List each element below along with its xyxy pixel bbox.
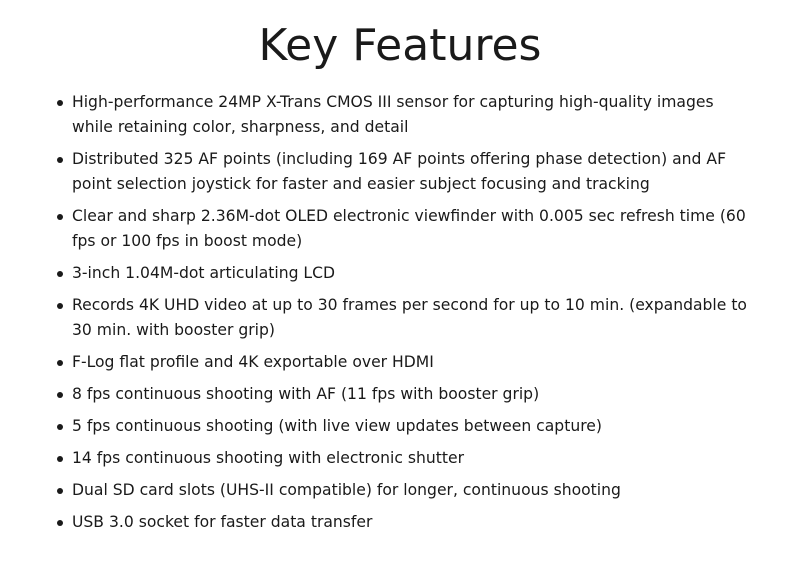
bullet-icon <box>57 271 63 277</box>
feature-item <box>72 90 752 140</box>
feature-item <box>72 414 752 439</box>
feature-text: USB 3.0 socket for faster data transfer <box>72 513 373 531</box>
bullet-icon <box>57 360 63 366</box>
feature-text: Records 4K UHD video at up to 30 frames per second for up to 10 min. (expandable to 30 min. with booster grip) <box>72 296 747 339</box>
bullet-icon <box>57 214 63 220</box>
feature-text: 3-inch 1.04M-dot articulating LCD <box>72 264 336 282</box>
feature-item <box>72 382 752 407</box>
page-title: Key Features <box>258 20 542 71</box>
feature-item <box>72 293 752 343</box>
feature-item <box>72 510 752 535</box>
feature-text: Dual SD card slots (UHS-II compatible) for longer, continuous shooting <box>72 481 621 499</box>
feature-item <box>72 147 752 197</box>
bullet-icon <box>57 456 63 462</box>
feature-item <box>72 261 752 286</box>
feature-text: 14 fps continuous shooting with electronic shutter <box>72 449 464 467</box>
feature-text: 5 fps continuous shooting (with live view updates between capture) <box>72 417 602 435</box>
bullet-icon <box>57 100 63 106</box>
bullet-icon <box>57 424 63 430</box>
feature-text: 8 fps continuous shooting with AF (11 fps with booster grip) <box>72 385 540 403</box>
feature-item <box>72 350 752 375</box>
feature-list <box>0 90 752 535</box>
bullet-icon <box>57 157 63 163</box>
feature-item <box>72 446 752 471</box>
bullet-icon <box>57 392 63 398</box>
feature-text: F-Log flat profile and 4K exportable over HDMI <box>72 353 434 371</box>
feature-item <box>72 204 752 254</box>
feature-text: Distributed 325 AF points (including 169 AF points offering phase detection) and AF point selection joystick for faster and easier subject focusing and tracking <box>72 150 727 193</box>
feature-text: High-performance 24MP X-Trans CMOS III sensor for capturing high-quality images while retaining color, sharpness, and detail <box>72 93 714 136</box>
feature-text: Clear and sharp 2.36M-dot OLED electronic viewfinder with 0.005 sec refresh time (60 fps or 100 fps in boost mode) <box>72 207 746 250</box>
bullet-icon <box>57 520 63 526</box>
feature-item <box>72 478 752 503</box>
bullet-icon <box>57 303 63 309</box>
bullet-icon <box>57 488 63 494</box>
